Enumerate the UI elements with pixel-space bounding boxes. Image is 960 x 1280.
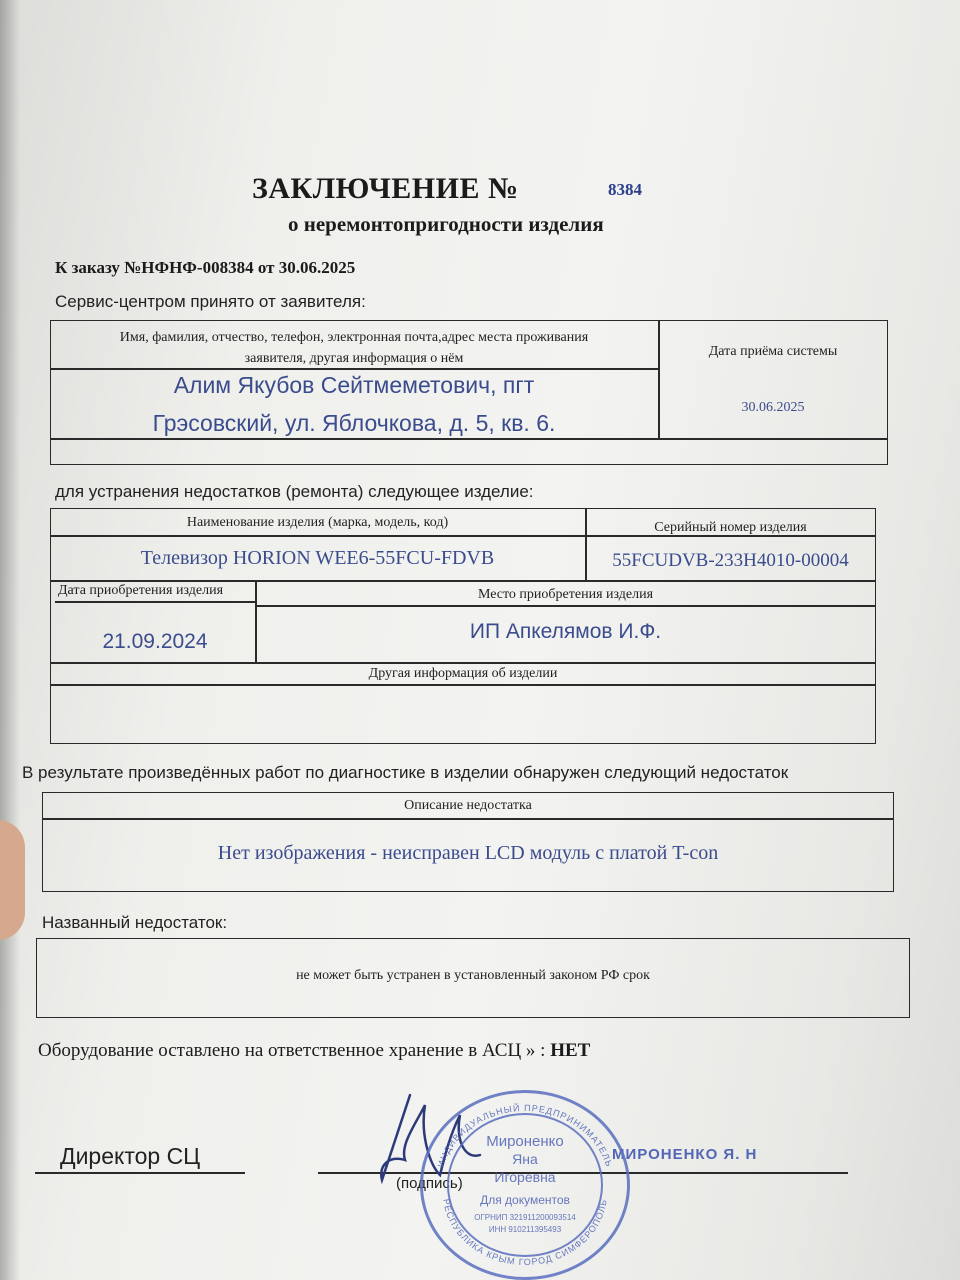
order-reference: К заказу №НФНФ-008384 от 30.06.2025: [55, 258, 356, 277]
named-defect-intro: Названный недостаток:: [42, 913, 228, 932]
stamp-line2: Яна: [512, 1151, 538, 1167]
director-label: Директор СЦ: [60, 1143, 201, 1169]
applicant-col1-header-1: Имя, фамилия, отчество, телефон, электронная почта,адрес места проживания: [119, 330, 589, 345]
purchase-place: ИП Апкелямов И.Ф.: [469, 620, 662, 643]
document-subtitle: о неремонтопригодности изделия: [288, 212, 604, 236]
stamp-ogrnip: ОГРНИП 321911200093514: [474, 1213, 576, 1222]
applicant-header-line: [50, 368, 658, 370]
reception-date-header: Дата приёма системы: [708, 344, 838, 359]
applicant-col1-header-2: заявителя, другая информация о нём: [244, 351, 464, 366]
round-stamp: [420, 1090, 630, 1280]
purchase-date: 21.09.2024: [102, 630, 208, 653]
serial-number: 55FCUDVB-233H4010-00004: [612, 550, 849, 571]
purchase-place-header: Место приобретения изделия: [477, 587, 654, 602]
named-defect-text: не может быть устранен в установленный законом РФ срок: [296, 968, 650, 983]
product-name-header: Наименование изделия (марка, модель, код): [186, 515, 449, 530]
stamp-inn: ИНН 910211395493: [488, 1225, 562, 1234]
signature-caption: (подпись): [396, 1175, 463, 1192]
product-mid-line: [50, 580, 876, 582]
document-number: 8384: [608, 180, 642, 199]
document-title: ЗАКЛЮЧЕНИЕ №: [252, 172, 519, 205]
name-stamp: МИРОНЕНКО Я. Н: [612, 1146, 758, 1163]
applicant-address: Грэсовский, ул. Яблочкова, д. 5, кв. 6.: [152, 410, 556, 436]
applicant-table-divider: [658, 320, 660, 440]
defect-header: Описание недостатка: [404, 798, 532, 813]
other-info-header-line: [50, 684, 876, 686]
stamp-ring-top: ИНДИВИДУАЛЬНЫЙ ПРЕДПРИНИМАТЕЛЬ: [435, 1102, 615, 1169]
stamp-line3: Игоревна: [494, 1169, 556, 1185]
applicant-intro: Сервис-центром принято от заявителя:: [55, 292, 366, 311]
applicant-name: Алим Якубов Сейтмеметович, пгт: [173, 372, 535, 398]
page-shadow: [0, 0, 20, 1280]
storage-text: Оборудование оставлено на ответственное хранение в АСЦ » :: [38, 1040, 546, 1061]
storage-value: НЕТ: [550, 1040, 591, 1061]
other-info-top-line: [50, 662, 876, 664]
stamp-line4: Для документов: [480, 1193, 570, 1207]
stamp-ring-text: [423, 1093, 627, 1277]
purchase-date-header: Дата приобретения изделия: [58, 583, 224, 598]
other-info-header: Другая информация об изделии: [368, 666, 558, 681]
stamp-ring-bottom: РЕСПУБЛИКА КРЫМ ГОРОД СИМФЕРОПОЛЬ: [441, 1198, 609, 1268]
defect-description: Нет изображения - неисправен LCD модуль с платой T-con: [217, 842, 719, 864]
stamp-line1: Мироненко: [486, 1133, 564, 1150]
serial-header: Серийный номер изделия: [654, 520, 807, 535]
purchase-date-header-line: [55, 601, 255, 603]
defect-header-line: [42, 818, 894, 820]
director-underline: [35, 1172, 245, 1174]
product-intro: для устранения недостатков (ремонта) следующее изделие:: [55, 482, 534, 501]
applicant-bottom-line: [50, 438, 888, 440]
purchase-place-header-line: [255, 605, 876, 607]
finger-shape: [0, 820, 25, 940]
product-name: Телевизор HORION WEE6-55FCU-FDVB: [140, 547, 495, 569]
storage-line: [38, 1040, 590, 1062]
reception-date: 30.06.2025: [741, 400, 805, 415]
defect-intro: В результате произведённых работ по диагностике в изделии обнаружен следующий недостаток: [22, 763, 789, 782]
